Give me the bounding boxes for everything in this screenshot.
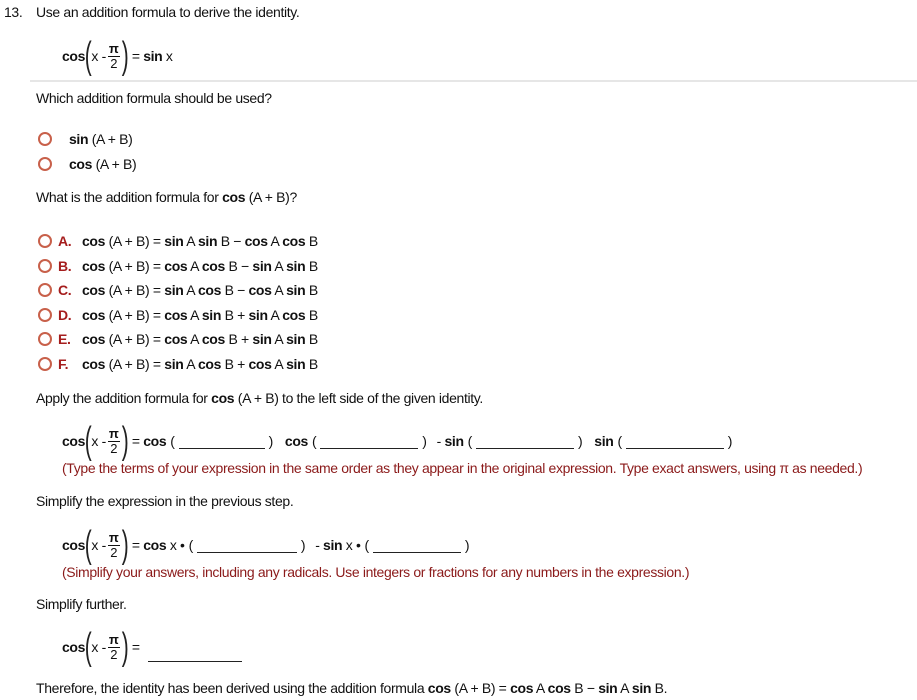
minus-sin-x: - sin x • <box>315 537 361 553</box>
q5-equation <box>62 627 242 667</box>
identity-rhs: = sin x <box>131 48 173 64</box>
close-paren: ) <box>577 433 583 449</box>
option-letter: C. <box>58 282 72 299</box>
var: x <box>91 48 99 64</box>
equals: = <box>131 639 140 655</box>
var: x <box>91 639 99 655</box>
minus: - <box>101 48 106 64</box>
radio-button[interactable] <box>38 357 52 371</box>
option-formula: cos (A + B) = sin A cos B − cos A sin B <box>82 282 318 299</box>
option-formula: cos (A + B) = cos A cos B + sin A sin B <box>82 331 318 348</box>
q1-option-sin[interactable] <box>38 131 132 147</box>
problem-instruction: Use an addition formula to derive the identity. <box>36 4 300 20</box>
fn: cos <box>62 48 86 64</box>
conclusion: Therefore, the identity has been derived using the addition formula cos (A + B) = cos A cos B − sin A sin B. <box>36 680 668 696</box>
denominator: 2 <box>110 55 118 71</box>
divider <box>30 80 917 82</box>
open-paren: ( <box>170 433 175 449</box>
q2-option-b[interactable] <box>38 258 318 274</box>
option-formula: cos (A + B) = sin A sin B − cos A cos B <box>82 233 318 249</box>
q2-option-a[interactable] <box>38 233 318 249</box>
problem-number: 13. <box>4 4 23 20</box>
answer-blank-5[interactable] <box>197 538 297 553</box>
fn: cos <box>62 433 86 449</box>
close-paren: ) <box>464 537 470 553</box>
open-paren: ( <box>467 433 472 449</box>
radio-button[interactable] <box>38 157 52 171</box>
var: x <box>91 537 99 553</box>
option-formula: cos (A + B) = cos A sin B + sin A cos B <box>82 306 318 323</box>
fn: cos <box>62 639 86 655</box>
q2-option-c[interactable] <box>38 282 318 298</box>
identity-expression: cos ( x - $\frac{\pi}{2}$ ) = sin x <box>62 35 173 77</box>
radio-button[interactable] <box>38 259 52 273</box>
var: x <box>91 433 99 449</box>
answer-blank-3[interactable] <box>476 434 574 449</box>
cos-label: cos <box>284 433 308 449</box>
open-paren: ( <box>188 537 193 553</box>
minus: - <box>101 639 106 655</box>
option-letter: A. <box>58 233 72 249</box>
lhs-expression: cos ( x - $\frac{\pi}{2}$ ) <box>62 420 129 462</box>
answer-blank-4[interactable] <box>626 434 724 449</box>
answer-blank-2[interactable] <box>320 434 418 449</box>
open-paren: ( <box>311 433 317 449</box>
option-letter: F. <box>58 356 69 372</box>
q4-prompt: Simplify the expression in the previous step. <box>36 493 294 509</box>
close-paren: ) <box>422 433 427 449</box>
q4-equation <box>62 525 469 565</box>
minus-sin: - sin <box>436 433 464 449</box>
minus: - <box>101 433 106 449</box>
close-paren: ) <box>268 433 273 449</box>
numerator: π <box>108 425 119 441</box>
option-letter: B. <box>58 257 72 274</box>
radio-button[interactable] <box>38 332 52 346</box>
option-letter: E. <box>58 331 71 348</box>
radio-button[interactable] <box>38 308 52 322</box>
q4-hint: (Simplify your answers, including any radicals. Use integers or fractions for any numbers in the expression.) <box>62 564 690 580</box>
denominator: 2 <box>110 646 118 662</box>
equals-cos: = cos <box>131 433 167 449</box>
q1-prompt: Which addition formula should be used? <box>36 90 272 106</box>
numerator: π <box>108 631 119 647</box>
close-paren: ) <box>300 537 306 553</box>
q2-option-f[interactable] <box>38 356 318 372</box>
option-formula: cos (A + B) = sin A cos B + cos A sin B <box>82 356 318 372</box>
sin-label: sin <box>594 433 614 449</box>
q2-option-e[interactable] <box>38 331 318 347</box>
open-paren: ( <box>364 537 369 553</box>
option-formula: cos (A + B) = cos A cos B − sin A sin B <box>82 257 318 274</box>
denominator: 2 <box>110 440 118 456</box>
lhs-expression: cos ( x - $\frac{\pi}{2}$ ) <box>62 524 129 566</box>
q2-option-d[interactable] <box>38 307 318 323</box>
option-label: cos (A + B) <box>69 156 137 172</box>
equals-cos-x: = cos x • <box>131 537 185 553</box>
q5-prompt: Simplify further. <box>36 596 127 612</box>
q3-hint: (Type the terms of your expression in the same order as they appear in the original expression. Type exact answers, using π as needed.) <box>62 460 863 476</box>
fn: cos <box>62 537 86 553</box>
q3-prompt: Apply the addition formula for cos (A + B) to the left side of the given identity. <box>36 390 483 406</box>
q1-option-cos[interactable] <box>38 156 136 172</box>
close-paren: ) <box>727 433 733 449</box>
radio-button[interactable] <box>38 234 52 248</box>
option-letter: D. <box>58 306 72 323</box>
minus: - <box>101 537 106 553</box>
lhs-expression: cos ( x - $\frac{\pi}{2}$ ) <box>62 626 129 668</box>
q3-equation <box>62 421 732 461</box>
option-label: sin (A + B) <box>69 131 133 147</box>
numerator: π <box>108 40 119 56</box>
answer-blank-1[interactable] <box>179 434 265 449</box>
open-paren: ( <box>617 433 622 449</box>
q2-prompt: What is the addition formula for cos (A + B)? <box>36 189 297 205</box>
answer-blank-7[interactable] <box>148 647 242 662</box>
radio-button[interactable] <box>38 132 52 146</box>
answer-blank-6[interactable] <box>373 538 461 553</box>
numerator: π <box>108 529 119 545</box>
radio-button[interactable] <box>38 283 52 297</box>
denominator: 2 <box>110 544 118 560</box>
